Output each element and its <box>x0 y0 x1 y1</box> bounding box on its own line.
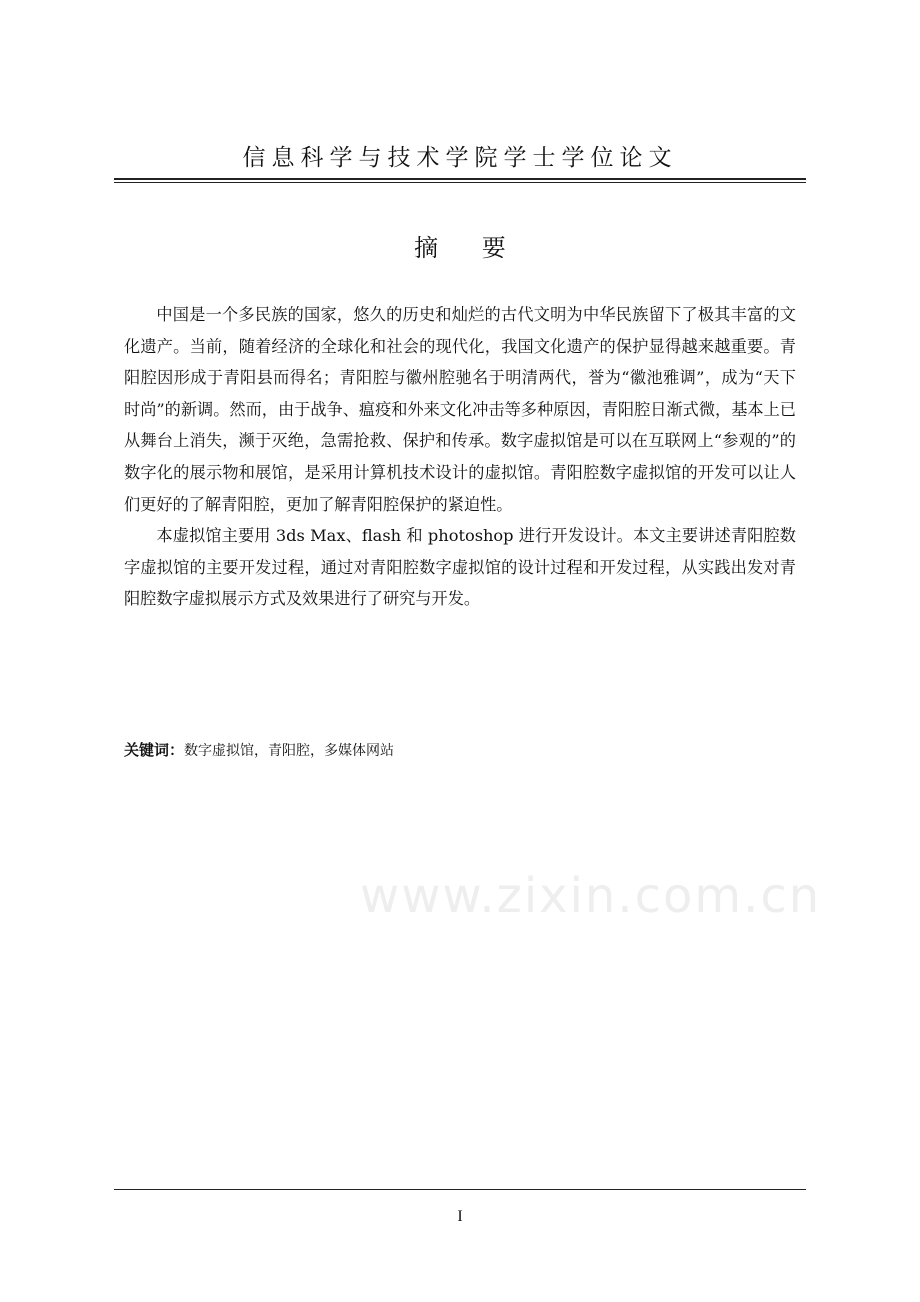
page-header-title: 信息科学与技术学院学士学位论文 <box>242 145 678 171</box>
keywords-line <box>124 738 796 763</box>
abstract-heading: 摘 要 <box>414 234 524 262</box>
page-number: I <box>457 1208 463 1225</box>
abstract-paragraph: 本虚拟馆主要用 3ds Max、flash 和 photoshop 进行开发设计。本文主要讲述青阳腔数字虚拟馆的主要开发过程，通过对青阳腔数字虚拟馆的设计过程和开发过程，从实践出发对青阳腔数字虚拟展示方式及效果进行了研究与开发。 <box>124 526 796 609</box>
keywords-value: 数字虚拟馆，青阳腔，多媒体网站 <box>184 743 395 759</box>
footer-divider <box>114 1189 806 1190</box>
watermark: www.zixin.com.cn <box>360 868 822 924</box>
abstract-body <box>124 299 796 615</box>
header-divider-thick <box>114 178 806 180</box>
keywords-label: 关键词： <box>124 741 185 759</box>
abstract-paragraph: 中国是一个多民族的国家，悠久的历史和灿烂的古代文明为中华民族留下了极其丰富的文化遗产。当前，随着经济的全球化和社会的现代化，我国文化遗产的保护显得越来越重要。青阳腔因形成于青阳县而得名；青阳腔与徽州腔驰名于明清两代，誉为“徽池雅调”，成为“天下时尚”的新调。然而，由于战争、瘟疫和外来文化冲击等多种原因，青阳腔日渐式微，基本上已从舞台上消失，濒于灭绝，急需抢救、保护和传承。数字虚拟馆是可以在互联网上“参观的”的数字化的展示物和展馆，是采用计算机技术设计的虚拟馆。青阳腔数字虚拟馆的开发可以让人们更好的了解青阳腔，更加了解青阳腔保护的紧迫性。 <box>124 305 796 514</box>
header-divider-thin <box>114 182 806 183</box>
